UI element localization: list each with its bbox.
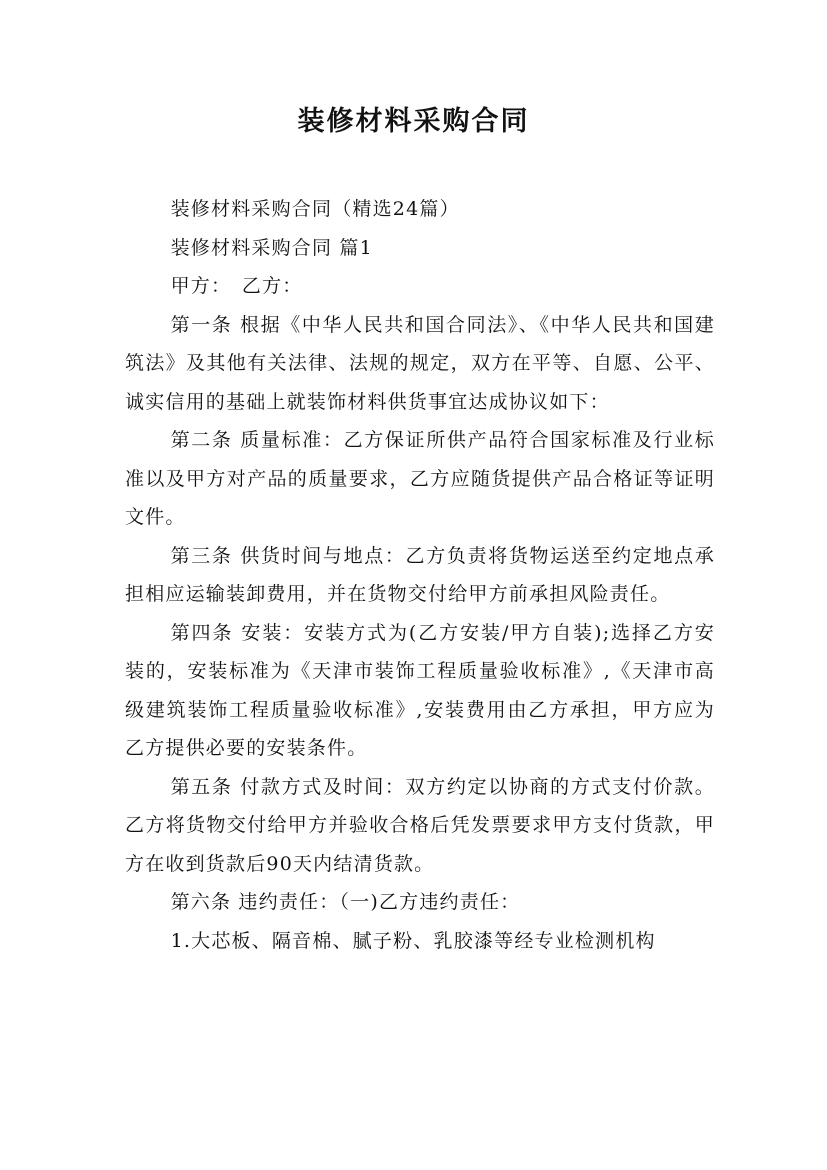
section-heading: 装修材料采购合同 篇1 <box>170 236 373 259</box>
document-body <box>125 190 715 960</box>
article-6-item-1: 1.大芯板、隔音棉、腻子粉、乳胶漆等经专业检测机构 <box>170 929 656 952</box>
article-5: 第五条 付款方式及时间：双方约定以协商的方式支付价款。乙方将货物交付给甲方并验收合格后凭发票要求甲方支付货款，甲方在收到货款后90天内结清货款。 <box>125 775 715 875</box>
document-title: 装修材料采购合同 <box>297 106 530 137</box>
article-2: 第二条 质量标准：乙方保证所供产品符合国家标准及行业标准以及甲方对产品的质量要求，乙方应随货提供产品合格证等证明文件。 <box>125 429 715 528</box>
article-1: 第一条 根据《中华人民共和国合同法》、《中华人民共和国建筑法》及其他有关法律、法规的规定，双方在平等、自愿、公平、诚实信用的基础上就装饰材料供货事宜达成协议如下： <box>125 313 715 413</box>
article-3: 第三条 供货时间与地点：乙方负责将货物运送至约定地点承担相应运输装卸费用，并在货物交付给甲方前承担风险责任。 <box>125 544 715 605</box>
article-4: 第四条 安装：安装方式为(乙方安装/甲方自装);选择乙方安装的，安装标准为《天津市装饰工程质量验收标准》,《天津市高级建筑装饰工程质量验收标准》,安装费用由乙方承担，甲方应为乙方提供必要的安装条件。 <box>125 621 715 759</box>
article-6: 第六条 违约责任：（一)乙方违约责任： <box>170 891 521 913</box>
document-subtitle: 装修材料采购合同（精选24篇） <box>170 198 460 220</box>
parties-line: 甲方： 乙方： <box>170 275 303 297</box>
